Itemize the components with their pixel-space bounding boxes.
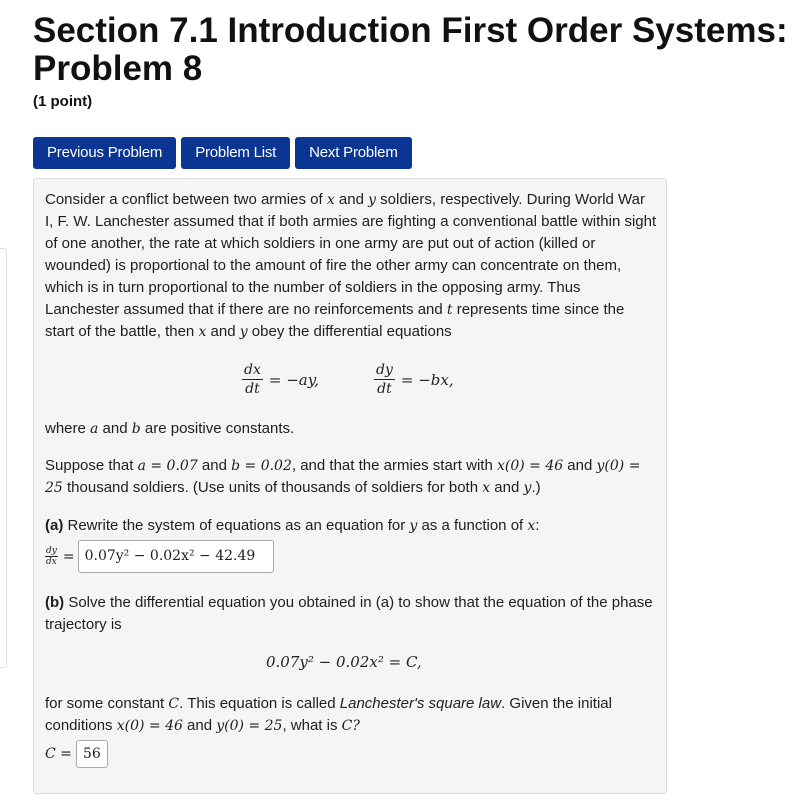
- and-text: and: [197, 457, 232, 474]
- intro-text: Consider a conflict between two armies of: [45, 191, 327, 208]
- part-a-answer-input[interactable]: 0.07y² − 0.02x² − 42.49: [78, 540, 274, 573]
- for-some-text-3: . Given the initial conditions: [45, 695, 612, 734]
- var-y: y: [523, 480, 532, 496]
- var-y: y: [409, 518, 418, 534]
- problem-panel: [33, 178, 667, 794]
- law-name: Lanchester's square law: [339, 695, 502, 712]
- var-x: x: [198, 324, 207, 340]
- for-some-text-2: . This equation is called: [179, 695, 340, 712]
- previous-problem-button[interactable]: Previous Problem: [33, 137, 176, 169]
- differential-equation-x: [242, 361, 319, 398]
- part-a-text: Rewrite the system of equations as an equation for: [63, 517, 410, 534]
- fraction-denominator: dt: [245, 381, 260, 397]
- suppose-text-4: .): [531, 479, 541, 496]
- where-text: where: [45, 420, 91, 437]
- y0-value: y(0) = 25: [45, 458, 641, 496]
- part-a-answer-row: [45, 540, 657, 573]
- intro-text-3: represents time since the start of the battle, then: [45, 301, 625, 340]
- x0-value: x(0) = 46: [496, 458, 564, 474]
- dx-dt-fraction: [242, 361, 263, 398]
- suppose-text: Suppose that: [45, 457, 138, 474]
- part-b-question: [45, 592, 657, 636]
- var-x: x: [527, 518, 536, 534]
- c-label: C =: [45, 746, 72, 762]
- and-text: and: [563, 457, 597, 474]
- colon-text: :: [535, 517, 540, 534]
- suppose-text-2: , and that the armies start with: [291, 457, 497, 474]
- and-text: and: [490, 479, 524, 496]
- fraction-denominator: dt: [377, 381, 392, 397]
- b-value: b = 0.02: [231, 458, 292, 474]
- problem-points: (1 point): [33, 93, 93, 110]
- var-t: t: [446, 302, 453, 318]
- equals-sign: =: [62, 548, 75, 565]
- fraction-numerator: dx: [244, 362, 261, 378]
- constants-statement: [45, 418, 657, 440]
- part-b-text: Solve the differential equation you obtained in (a) to show that the equation of the phase trajectory is: [45, 594, 653, 633]
- and-text: and: [182, 717, 217, 734]
- var-y: y: [368, 192, 377, 208]
- part-a-label: (a): [45, 517, 64, 534]
- part-b-followup: [45, 693, 657, 737]
- equation-rhs: = −bx,: [400, 370, 454, 389]
- intro-text-4: obey the differential equations: [247, 323, 452, 340]
- y0-value: y(0) = 25: [216, 718, 283, 734]
- var-x: x: [482, 480, 491, 496]
- part-b-label: (b): [45, 594, 65, 611]
- part-a-question: [45, 515, 657, 537]
- and-text: and: [334, 191, 369, 208]
- problem-intro: [45, 189, 657, 343]
- page-title: Section 7.1 Introduction First Order Systems: Problem 8: [33, 11, 788, 88]
- var-c: C: [168, 696, 180, 712]
- differential-equation-y: [374, 361, 454, 398]
- initial-conditions: [45, 455, 657, 499]
- part-a-text-2: as a function of: [417, 517, 528, 534]
- and-text: and: [206, 323, 240, 340]
- question-end: C?: [341, 718, 360, 734]
- dy-dt-fraction: [374, 361, 395, 398]
- left-sidebar-edge: [0, 248, 7, 668]
- fraction-numerator: dy: [46, 546, 57, 556]
- part-b-answer-row: [45, 740, 657, 768]
- fraction-denominator: dx: [46, 557, 57, 567]
- equation-rhs: = −ay,: [268, 370, 319, 389]
- for-some-text-5: , what is: [282, 717, 342, 734]
- fraction-numerator: dy: [376, 362, 393, 378]
- for-some-text: for some constant: [45, 695, 169, 712]
- var-b: b: [131, 421, 141, 437]
- var-y: y: [239, 324, 248, 340]
- var-a: a: [90, 421, 99, 437]
- problem-navigation: [33, 137, 412, 169]
- and-text: and: [98, 420, 132, 437]
- phase-trajectory-equation: 0.07y² − 0.02x² = C,: [266, 653, 422, 671]
- suppose-text-3: thousand soldiers. (Use units of thousands of soldiers for both: [62, 479, 483, 496]
- a-value: a = 0.07: [137, 458, 198, 474]
- x0-value: x(0) = 46: [116, 718, 183, 734]
- dy-dx-fraction: [45, 546, 58, 567]
- where-text-2: are positive constants.: [140, 420, 295, 437]
- next-problem-button[interactable]: Next Problem: [295, 137, 411, 169]
- problem-list-button[interactable]: Problem List: [181, 137, 290, 169]
- var-x: x: [326, 192, 335, 208]
- part-b-answer-input[interactable]: 56: [76, 740, 108, 768]
- intro-text-2: soldiers, respectively. During World War I, F. W. Lanchester assumed that if both armies are fighting a conventional battle within sight of one another, the rate at which soldiers in one army are put out of action (killed or wounded) is proportional to the amount of fire the other army can concentrate on them, which is in turn proportional to the number of soldiers in the opposing army. Thus Lanchester assumed that if there are no reinforcements and: [45, 191, 657, 318]
